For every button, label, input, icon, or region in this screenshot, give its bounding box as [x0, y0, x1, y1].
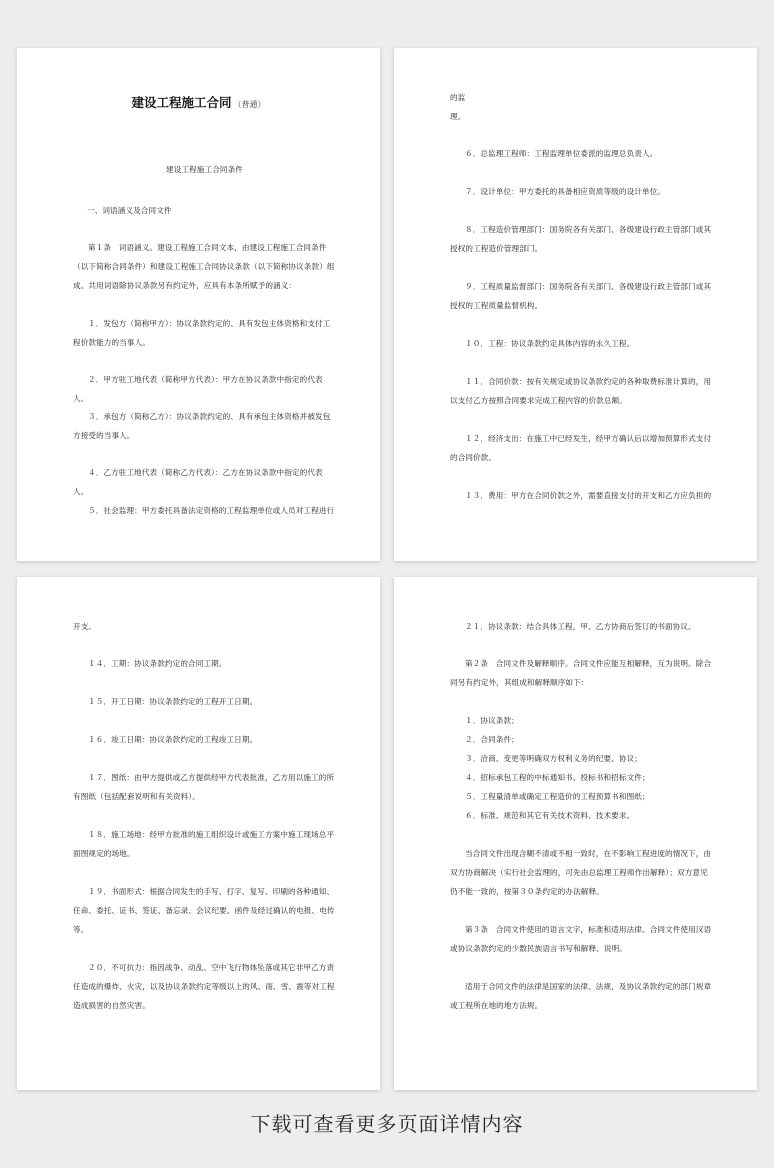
clause-3: ３．承包方（简称乙方）：协议条款约定的、具有承包主体资格并被发包方接受的当事人。	[73, 412, 331, 440]
clause-5: ５．社会监理：甲方委托具备法定资格的工程监理单位或人员对工程进行	[88, 506, 335, 515]
clause-20: ２０．不可抗力：指因战争、动乱、空中飞行物体坠落或其它非甲乙方责任造成的爆炸、火灾，以及协议条款约定等级以上的风、雨、雪、震等对工程造成损害的自然灾害。	[73, 963, 335, 1010]
clause-1: １．发包方（简称甲方）：协议条款约定的、具有发包主体资格和支付工程价款能力的当事人。	[73, 319, 331, 347]
clause-6: ６．总监理工程师：工程监理单位委派的监理总负责人。	[465, 149, 658, 158]
document-page-2	[394, 48, 757, 561]
document-page-1	[17, 48, 380, 561]
clause-8: ８．工程造价管理部门：国务院各有关部门、各级建设行政主管部门或其授权的工程造价管理部门。	[450, 225, 712, 253]
article-2: 第２条 合同文件及解释顺序。合同文件应能互相解释，互为说明。除合同另有约定外，其组成和解释顺序如下：	[450, 659, 712, 687]
clause-12: １２．经济支出：在施工中已经发生，经甲方确认后以增加预算形式支付的合同价款。	[450, 434, 712, 462]
clause-21: ２１．协议条款：结合具体工程，甲、乙方协商后签订的书面协议。	[465, 622, 696, 631]
order-item-2: ２．合同条件；	[465, 735, 519, 744]
clause-4: ４．乙方驻工地代表（简称乙方代表）：乙方在协议条款中指定的代表人。	[73, 468, 323, 496]
document-page-4	[394, 577, 757, 1090]
clause-13: １３．费用：甲方在合同价款之外，需要直接支付的开支和乙方应负担的	[465, 491, 712, 500]
clause-10: １０．工程：协议条款约定具体内容的永久工程。	[465, 339, 635, 348]
clause-14: １４．工期：协议条款约定的合同工期。	[88, 659, 227, 668]
order-item-1: １．协议条款；	[465, 716, 519, 725]
clause-15: １５．开工日期：协议条款约定的工程开工日期。	[88, 697, 258, 706]
clause-7: ７．设计单位：甲方委托的具备相应资质等级的设计单位。	[465, 187, 666, 196]
section-heading: 一、词语涵义及合同文件	[87, 206, 172, 215]
clause-2: ２．甲方驻工地代表（简称甲方代表）：甲方在协议条款中指定的代表人。	[73, 375, 323, 403]
clause-18: １８．施工场地：经甲方批准的施工组织设计或施工方案中施工现场总平面图规定的场地。	[73, 830, 335, 858]
continued-text-1: 的监	[450, 93, 466, 102]
clause-9: ９．工程质量监督部门：国务院各有关部门、各级建设行政主管部门或其授权的工程质量监督机构。	[450, 282, 712, 310]
article-3: 第３条 合同文件使用的语言文字，标准和适用法律。合同文件使用汉语或协议条款约定的少数民族语言书写和解释、说明。	[450, 925, 712, 953]
continued-text: 开支。	[73, 622, 97, 631]
document-title	[17, 92, 380, 111]
download-more-caption: 下载可查看更多页面详情内容	[250, 1112, 524, 1136]
clause-19: １９．书面形式：根据合同发生的手写、打字、复写、印刷的各种通知、任命、委托、证书、签证、备忘录、会议纪要、函件及经过确认的电报、电传等。	[73, 887, 335, 934]
interpretation-paragraph: 当合同文件出现含糊不清或不相一致时，在不影响工程进度的情况下，由双方协商解决（实行社会监理的，可先由总监理工程师作出解释）；双方意见仍不能一致的，按第３０条约定的办法解释。	[450, 849, 712, 896]
article-1: 第１条 词语涵义。建设工程施工合同文本，由建设工程施工合同条件（以下简称合同条件）和建设工程施工合同协议条款（以下简称协议条款）组成。共用词语除协议条款另有约定外，应具有本条所赋予的涵义：	[73, 243, 335, 290]
continued-text-2: 理。	[450, 112, 466, 121]
clause-11: １１．合同价款：按有关规定或协议条款约定的各种取费标准计算的，用以支付乙方按照合同要求完成工程内容的价款总额。	[450, 377, 712, 405]
section-subtitle: 建设工程施工合同条件	[166, 165, 243, 174]
order-item-6: ６．标准、规范和其它有关技术资料、技术要求。	[465, 811, 635, 820]
order-item-4: ４．招标承包工程的中标通知书、投标书和招标文件；	[465, 773, 650, 782]
clause-17: １７．图纸：由甲方提供或乙方提供经甲方代表批准，乙方用以施工的所有图纸（包括配套说明和有关资料）。	[73, 773, 335, 801]
document-page-3	[17, 577, 380, 1090]
applicable-law-paragraph: 适用于合同文件的法律是国家的法律、法规，及协议条款约定的部门规章或工程所在地的地方法规。	[450, 982, 712, 1010]
order-item-5: ５．工程量清单或确定工程造价的工程预算书和图纸；	[465, 792, 650, 801]
title-main: 建设工程施工合同	[131, 95, 232, 110]
order-item-3: ３．洽商、变更等明确双方权利义务的纪要、协议；	[465, 754, 642, 763]
title-sub: （普通）	[233, 100, 266, 109]
clause-16: １６．竣工日期：协议条款约定的工程竣工日期。	[88, 735, 258, 744]
